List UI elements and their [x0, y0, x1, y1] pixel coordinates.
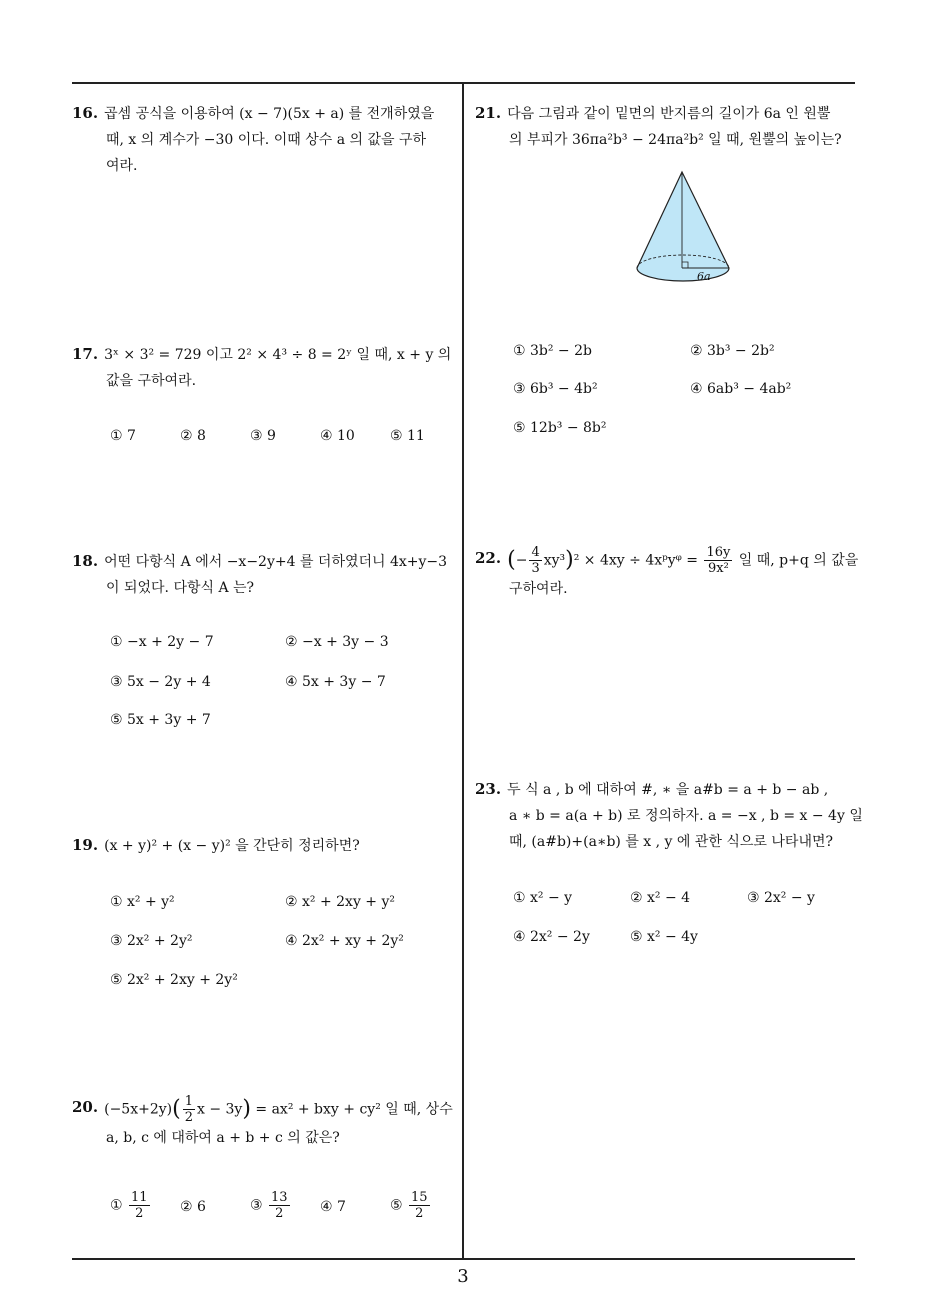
question-number: 16. — [72, 104, 99, 122]
denominator: 2 — [135, 1206, 144, 1221]
option-2[interactable]: ② x² + 2xy + y² — [285, 894, 396, 910]
option-1[interactable]: ① 3b² − 2b — [513, 343, 592, 359]
question-text: 다음 그림과 같이 밑면의 반지름의 길이가 6a 인 원뿔 — [507, 106, 831, 122]
option-1[interactable] — [110, 1190, 152, 1221]
numerator: 4 — [531, 545, 540, 560]
option-5[interactable]: ⑤ 2x² + 2xy + 2y² — [110, 972, 238, 988]
question-text: 일 때, p+q 의 값을 — [738, 552, 859, 569]
option-3[interactable] — [250, 1190, 292, 1221]
option-3[interactable]: ③ 5x − 2y + 4 — [110, 674, 211, 690]
open-paren: ( — [172, 1096, 181, 1122]
question-text: 여라. — [106, 158, 138, 174]
fraction — [269, 1190, 290, 1221]
question-text: 곱셈 공식을 이용하여 (x − 7)(5x + a) 를 전개하였을 — [104, 106, 435, 122]
denominator: 2 — [184, 1110, 193, 1125]
top-rule — [72, 82, 855, 84]
numerator: 15 — [411, 1190, 428, 1205]
option-mark: ⑤ — [390, 1197, 403, 1214]
denominator: 2 — [275, 1206, 284, 1221]
numerator: 1 — [184, 1094, 193, 1109]
question-text: 두 식 a , b 에 대하여 #, ∗ 을 a#b = a + b − ab , — [507, 782, 829, 798]
option-5[interactable] — [390, 1190, 432, 1221]
fraction — [409, 1190, 430, 1221]
close-paren: ) — [242, 1096, 251, 1122]
option-4[interactable]: ④ 6ab³ − 4ab² — [690, 381, 792, 397]
option-3[interactable]: ③ 2x² + 2y² — [110, 933, 193, 949]
option-2[interactable]: ② 8 — [180, 428, 206, 444]
question-text: (x + y)² + (x − y)² 을 간단히 정리하면? — [104, 838, 360, 854]
option-1[interactable]: ① x² + y² — [110, 894, 175, 910]
open-paren: ( — [507, 547, 516, 573]
question-text: = ax² + bxy + cy² 일 때, 상수 — [255, 1101, 453, 1118]
option-1[interactable]: ① 7 — [110, 428, 136, 444]
question-number: 19. — [72, 836, 99, 854]
option-2[interactable]: ② 6 — [180, 1199, 206, 1215]
denominator: 2 — [415, 1206, 424, 1221]
option-mark: ③ — [250, 1197, 263, 1214]
option-2[interactable]: ② 3b³ − 2b² — [690, 343, 775, 359]
page-number: 3 — [457, 1266, 469, 1287]
question-text: xy³ — [543, 552, 566, 569]
option-4[interactable]: ④ 2x² − 2y — [513, 929, 590, 945]
question-text: 때, x 의 계수가 −30 이다. 이때 상수 a 의 값을 구하 — [106, 132, 427, 148]
option-4[interactable]: ④ 10 — [320, 428, 355, 444]
question-20 — [72, 1094, 457, 1151]
column-divider — [462, 82, 464, 1260]
question-text: 이 되었다. 다항식 A 는? — [106, 580, 255, 596]
fraction — [704, 545, 732, 576]
question-21 — [475, 100, 860, 153]
fraction — [529, 545, 541, 576]
question-19 — [72, 832, 457, 859]
question-text: ² × 4xy ÷ 4xᵖyᵠ = — [573, 552, 698, 569]
question-number: 18. — [72, 552, 99, 570]
numerator: 11 — [131, 1190, 148, 1205]
question-number: 17. — [72, 345, 99, 363]
option-3[interactable]: ③ 6b³ − 4b² — [513, 381, 598, 397]
option-1[interactable]: ① −x + 2y − 7 — [110, 634, 214, 650]
question-text: 값을 구하여라. — [106, 373, 197, 389]
option-3[interactable]: ③ 9 — [250, 428, 276, 444]
radius-label: 6a — [697, 270, 711, 283]
question-text: 어떤 다항식 A 에서 −x−2y+4 를 더하였더니 4x+y−3 — [104, 554, 448, 570]
numerator: 16y — [706, 545, 731, 560]
question-number: 20. — [72, 1098, 99, 1116]
question-16 — [72, 100, 457, 179]
option-3[interactable]: ③ 2x² − y — [747, 890, 815, 906]
option-1[interactable]: ① x² − y — [513, 890, 573, 906]
denominator: 9x² — [707, 561, 729, 576]
question-text: 3ˣ × 3² = 729 이고 2² × 4³ ÷ 8 = 2ʸ 일 때, x + y 의 — [104, 347, 452, 363]
question-text: 때, (a#b)+(a∗b) 를 x , y 에 관한 식으로 나타내면? — [509, 834, 833, 850]
option-4[interactable]: ④ 7 — [320, 1199, 346, 1215]
question-18 — [72, 548, 457, 601]
question-text: a, b, c 에 대하여 a + b + c 의 값은? — [106, 1130, 340, 1146]
question-text: 구하여라. — [509, 581, 568, 597]
fraction — [129, 1190, 150, 1221]
option-4[interactable]: ④ 2x² + xy + 2y² — [285, 933, 404, 949]
option-5[interactable]: ⑤ 11 — [390, 428, 425, 444]
question-text: 의 부피가 36πa²b³ − 24πa²b² 일 때, 원뿔의 높이는? — [509, 132, 842, 148]
question-number: 22. — [475, 549, 502, 567]
denominator: 3 — [531, 561, 540, 576]
question-23 — [475, 776, 863, 855]
question-text: (−5x+2y) — [104, 1101, 173, 1118]
question-text: a ∗ b = a(a + b) 로 정의하자. a = −x , b = x − 4y 일 — [509, 808, 863, 824]
close-paren: ) — [565, 547, 574, 573]
option-4[interactable]: ④ 5x + 3y − 7 — [285, 674, 386, 690]
question-number: 23. — [475, 780, 502, 798]
cone-figure — [630, 168, 740, 288]
question-text: x − 3y — [197, 1101, 243, 1118]
fraction-half — [183, 1094, 195, 1125]
question-number: 21. — [475, 104, 502, 122]
bottom-rule — [72, 1258, 855, 1260]
numerator: 13 — [271, 1190, 288, 1205]
option-2[interactable]: ② x² − 4 — [630, 890, 691, 906]
option-2[interactable]: ② −x + 3y − 3 — [285, 634, 389, 650]
option-5[interactable]: ⑤ x² − 4y — [630, 929, 698, 945]
option-5[interactable]: ⑤ 5x + 3y + 7 — [110, 712, 211, 728]
option-5[interactable]: ⑤ 12b³ − 8b² — [513, 420, 607, 436]
question-17 — [72, 341, 457, 394]
option-mark: ① — [110, 1197, 123, 1214]
question-22: 22. (− $\frac{4}{3}$ xy³)² × 4xy ÷ 4xᵖyᵠ = $\frac{16y}{\text{9x²}}$ 일 때, p+q 의 값을 구하여라. — [475, 545, 865, 602]
